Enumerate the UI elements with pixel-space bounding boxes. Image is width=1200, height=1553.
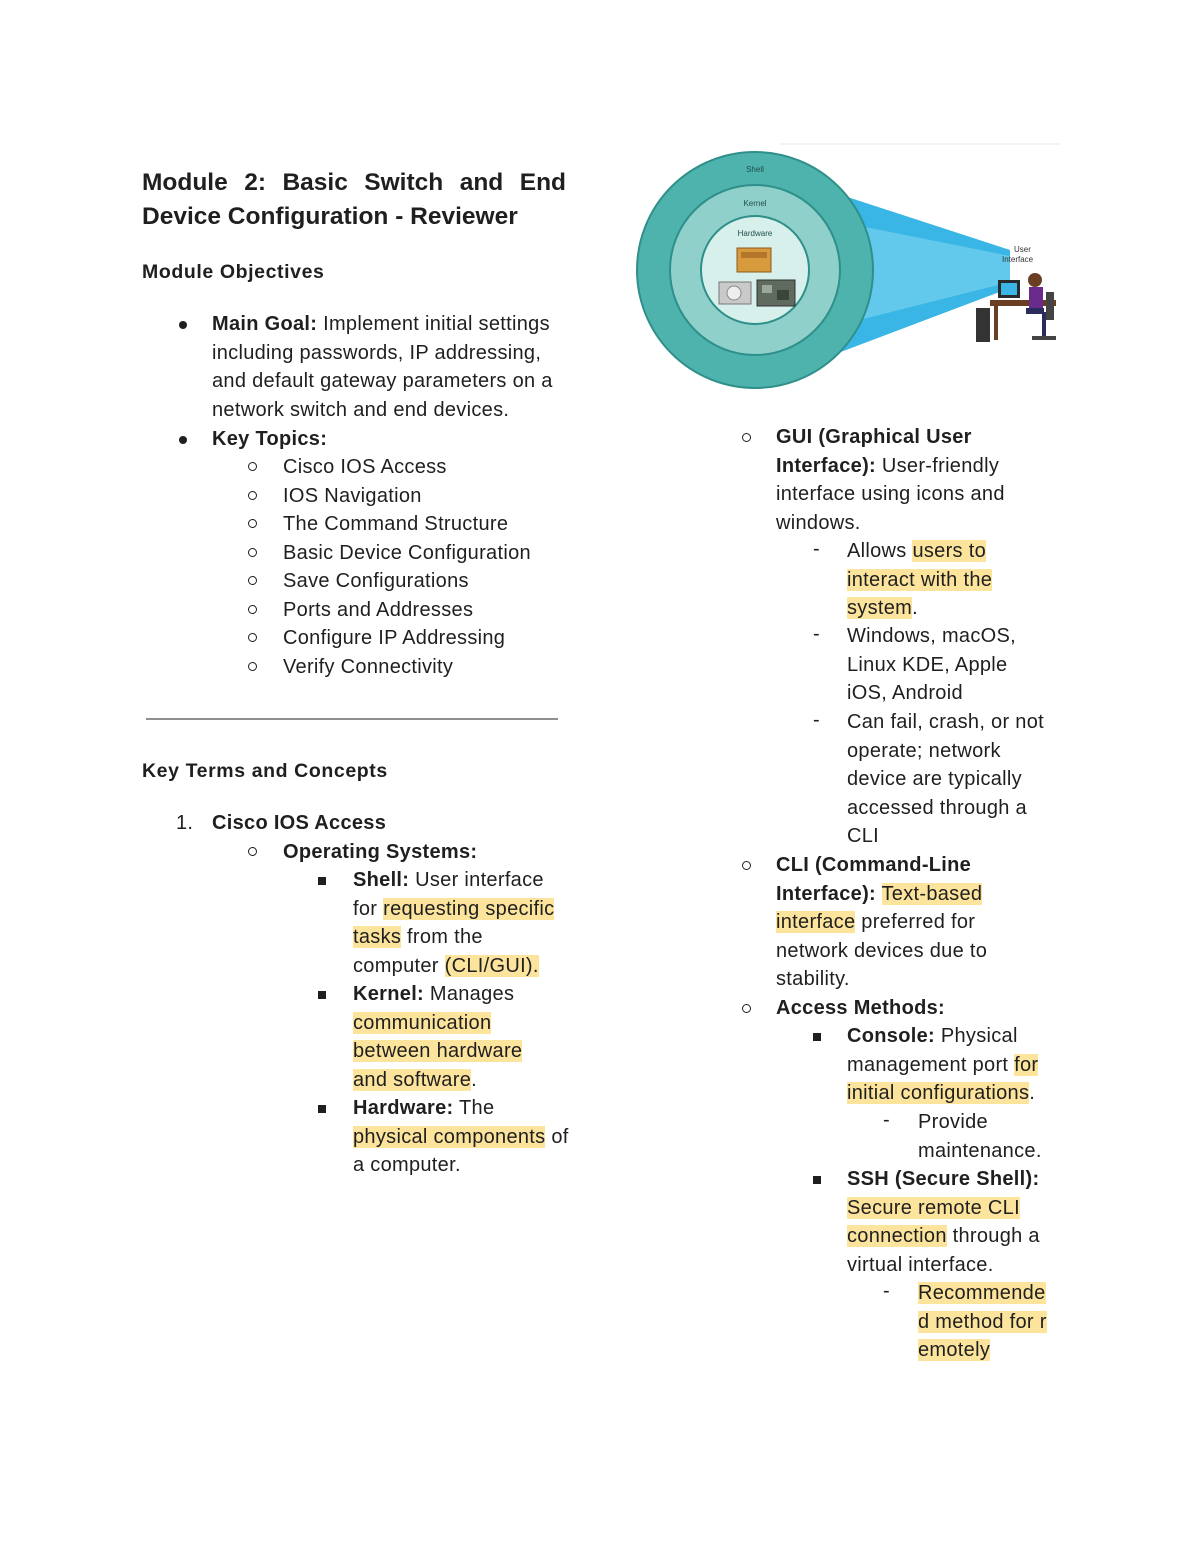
bullet-circle: [248, 633, 257, 642]
gui-detail-1-period: .: [912, 597, 918, 620]
bullet-disc: [179, 321, 187, 329]
gui-detail-3: Can fail, crash, or not operate; network device are typically accessed through a CLI: [847, 711, 1044, 848]
key-topics-label: Key Topics:: [212, 428, 328, 450]
dash-bullet: -: [813, 709, 820, 731]
gui-detail-1: [847, 537, 1017, 623]
gui-detail-1-text: Allows: [847, 540, 907, 562]
hardware-label: Hardware:: [353, 1097, 454, 1119]
kernel-highlight: communication between hardware and software: [353, 1011, 523, 1091]
bullet-square: [813, 1176, 821, 1184]
main-goal-text: Implement initial settings including passwords, IP addressing, and default gateway parameters on a network switch and end devices.: [212, 313, 553, 421]
main-goal: [212, 310, 568, 424]
bullet-circle: [248, 548, 257, 557]
dash-bullet: -: [883, 1109, 890, 1131]
user-interface-label-2: Interface: [1002, 255, 1034, 264]
list-item: Verify Connectivity: [283, 656, 454, 678]
gui-detail-1-highlight: users to interact with the system: [847, 540, 993, 620]
bullet-square: [318, 991, 326, 999]
kernel-item: [353, 980, 553, 1094]
bullet-circle: [248, 519, 257, 528]
dash-bullet: -: [883, 1280, 890, 1302]
gui-item: [776, 423, 1036, 537]
hardware-text-2: of a computer.: [353, 1125, 569, 1177]
bullet-circle: [742, 433, 751, 442]
list-item: Configure IP Addressing: [283, 627, 506, 649]
bullet-square: [318, 1105, 326, 1113]
section-number: 1.: [176, 812, 194, 834]
ssh-item: [847, 1165, 1059, 1279]
list-item: Basic Device Configuration: [283, 542, 531, 564]
shell-text-2: from the computer: [353, 926, 483, 977]
shell-text: User interface for: [353, 869, 544, 920]
list-item: Cisco IOS Access: [283, 456, 447, 478]
gui-label: GUI (Graphical User Interface):: [776, 426, 972, 477]
dash-bullet: -: [813, 538, 820, 560]
dash-bullet: -: [813, 623, 820, 645]
console-detail: Provide maintenance.: [918, 1111, 1042, 1162]
cli-highlight: Text-based interface: [776, 882, 983, 934]
list-item: The Command Structure: [283, 513, 509, 535]
ssh-detail-highlight: Recommended method for remotely: [918, 1282, 1047, 1362]
cli-label: CLI (Command-Line Interface):: [776, 854, 972, 905]
section-divider: [146, 718, 558, 720]
gui-detail-2: Windows, macOS, Linux KDE, Apple iOS, Android: [847, 625, 1016, 705]
console-period: .: [1029, 1082, 1036, 1105]
os-layers-diagram: [630, 140, 1070, 400]
console-label: Console:: [847, 1025, 935, 1047]
objectives-heading: Module Objectives: [142, 261, 325, 283]
ssh-label: SSH (Secure Shell):: [847, 1168, 1040, 1190]
bullet-circle: [248, 847, 257, 856]
ring-label-hardware: Hardware: [737, 229, 773, 238]
gui-text: User-friendly interface using icons and windows.: [776, 454, 1005, 534]
cpu-image: [737, 248, 771, 272]
console-text: Physical management port: [847, 1025, 1018, 1076]
access-methods-label: Access Methods:: [776, 997, 945, 1019]
list-item: Save Configurations: [283, 570, 469, 592]
console-highlight: for initial configurations: [847, 1053, 1039, 1105]
shell-item: [353, 866, 569, 980]
hardware-highlight: physical components: [353, 1125, 546, 1148]
bullet-disc: [179, 436, 187, 444]
ssh-text: through a virtual interface.: [847, 1225, 1040, 1276]
main-goal-label: Main Goal:: [212, 313, 318, 335]
os-label: Operating Systems:: [283, 841, 478, 863]
shell-label: Shell:: [353, 869, 410, 891]
page-title: Module 2: Basic Switch and End Device Configuration - Reviewer: [142, 169, 566, 230]
bullet-circle: [248, 605, 257, 614]
cli-item: [776, 851, 1012, 994]
bullet-circle: [742, 1004, 751, 1013]
shell-highlight-2: (CLI/GUI).: [444, 954, 539, 977]
user-interface-label-1: User: [1014, 245, 1031, 254]
bullet-circle: [248, 576, 257, 585]
list-item: IOS Navigation: [283, 485, 422, 507]
bullet-circle: [248, 491, 257, 500]
kernel-period: .: [471, 1068, 477, 1091]
ssh-detail: [918, 1279, 1054, 1365]
section-label: Cisco IOS Access: [212, 812, 387, 834]
shell-highlight: requesting specific tasks: [353, 897, 555, 949]
list-item: Ports and Addresses: [283, 599, 474, 621]
bullet-square: [318, 877, 326, 885]
bullet-circle: [248, 462, 257, 471]
hardware-text: The: [459, 1097, 495, 1119]
ssh-highlight: Secure remote CLI connection: [847, 1196, 1020, 1248]
ring-label-kernel: Kernel: [743, 199, 767, 208]
key-terms-heading: Key Terms and Concepts: [142, 760, 388, 782]
ring-label-shell: Shell: [746, 165, 764, 174]
hardware-item: [353, 1094, 569, 1180]
bullet-circle: [248, 662, 257, 671]
kernel-label: Kernel:: [353, 983, 425, 1005]
bullet-square: [813, 1033, 821, 1041]
cli-text: preferred for network devices due to stability.: [776, 911, 988, 991]
bullet-circle: [742, 861, 751, 870]
console-item: [847, 1022, 1059, 1108]
kernel-text: Manages: [429, 983, 515, 1005]
